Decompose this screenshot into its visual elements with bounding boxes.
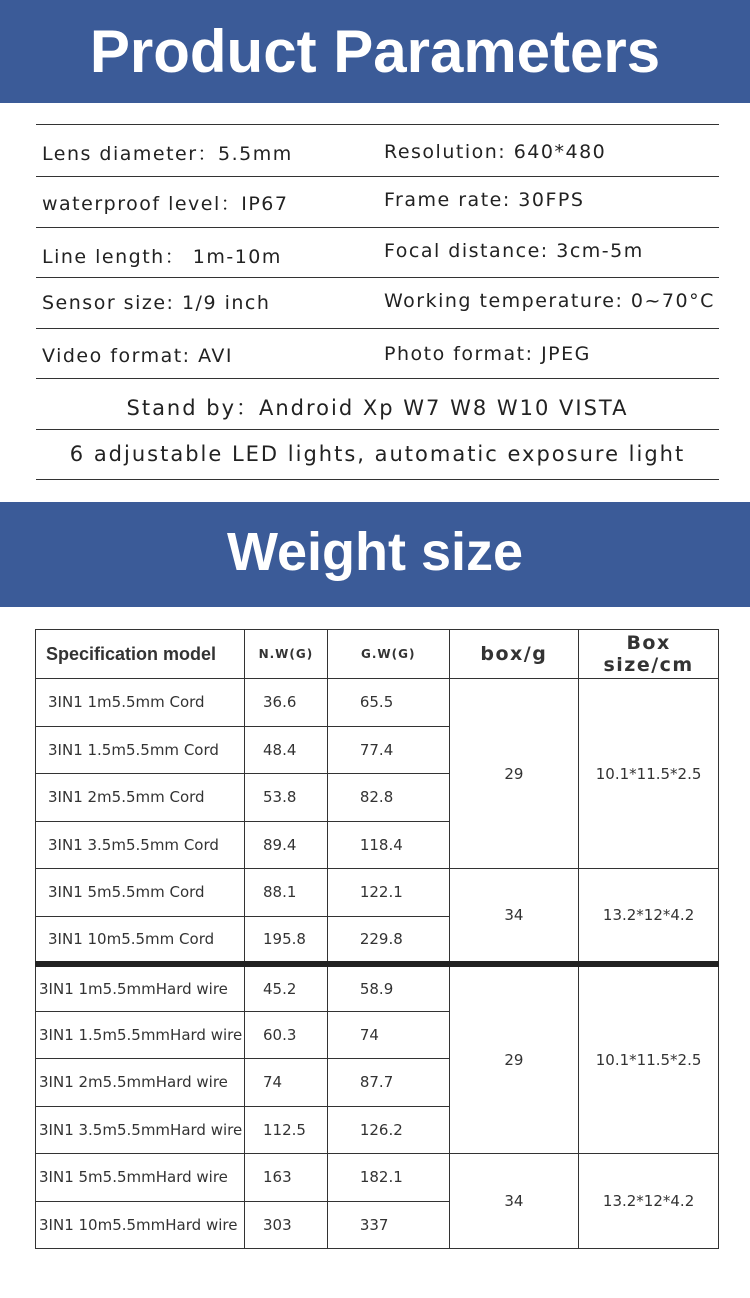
- box-weight-cell: 29: [449, 679, 579, 869]
- header-spec-model: Specification model: [36, 630, 245, 679]
- photo-format: Photo format: JPEG: [384, 343, 591, 365]
- sensor-size: Sensor size: 1/9 inch: [42, 292, 271, 314]
- model-cell: 3IN1 1m5.5mmHard wire: [36, 964, 245, 1012]
- header-gross-weight: G.W(G): [327, 630, 449, 679]
- gross-weight-cell: 58.9: [327, 964, 449, 1012]
- net-weight-cell: 89.4: [244, 821, 327, 869]
- gross-weight-cell: 65.5: [327, 679, 449, 727]
- model-cell: 3IN1 1.5m5.5mmHard wire: [36, 1011, 245, 1059]
- parameter-row: [36, 328, 719, 378]
- model-cell: 3IN1 5m5.5mm Cord: [36, 869, 245, 917]
- model-cell: 3IN1 10m5.5mm Cord: [36, 916, 245, 964]
- resolution: Resolution: 640*480: [384, 141, 607, 163]
- gross-weight-cell: 182.1: [327, 1154, 449, 1202]
- frame-rate: Frame rate: 30FPS: [384, 189, 585, 211]
- model-cell: 3IN1 1m5.5mm Cord: [36, 679, 245, 727]
- header-net-weight: N.W(G): [244, 630, 327, 679]
- working-temperature: Working temperature: 0~70°C: [384, 290, 715, 312]
- table-row: [36, 679, 719, 727]
- box-weight-cell: 29: [449, 964, 579, 1154]
- waterproof-level: waterproof level：IP67: [42, 193, 289, 215]
- weight-size-table: [35, 629, 719, 1249]
- gross-weight-cell: 126.2: [327, 1106, 449, 1154]
- box-weight-cell: 34: [449, 1154, 579, 1249]
- gross-weight-cell: 87.7: [327, 1059, 449, 1107]
- model-cell: 3IN1 5m5.5mmHard wire: [36, 1154, 245, 1202]
- focal-distance: Focal distance: 3cm-5m: [384, 240, 644, 262]
- net-weight-cell: 53.8: [244, 774, 327, 822]
- box-size-cell: 13.2*12*4.2: [579, 869, 719, 964]
- net-weight-cell: 45.2: [244, 964, 327, 1012]
- video-format: Video format: AVI: [42, 345, 233, 367]
- box-weight-cell: 34: [449, 869, 579, 964]
- model-cell: 3IN1 2m5.5mmHard wire: [36, 1059, 245, 1107]
- weight-size-title: Weight size: [226, 522, 524, 582]
- box-size-cell: 13.2*12*4.2: [579, 1154, 719, 1249]
- parameter-row: [36, 429, 719, 480]
- table-row: [36, 1154, 719, 1202]
- gross-weight-cell: 229.8: [327, 916, 449, 964]
- table-row: [36, 869, 719, 917]
- model-cell: 3IN1 3.5m5.5mmHard wire: [36, 1106, 245, 1154]
- gross-weight-cell: 337: [327, 1201, 449, 1249]
- lens-diameter: Lens diameter：5.5mm: [42, 143, 293, 165]
- model-cell: 3IN1 3.5m5.5mm Cord: [36, 821, 245, 869]
- net-weight-cell: 303: [244, 1201, 327, 1249]
- header-box-size: Box size/cm: [579, 630, 719, 679]
- parameter-row: [36, 124, 719, 176]
- parameter-row: [36, 277, 719, 328]
- table-header-row: [36, 630, 719, 679]
- gross-weight-cell: 74: [327, 1011, 449, 1059]
- net-weight-cell: 163: [244, 1154, 327, 1202]
- header-box-weight: box/g: [449, 630, 579, 679]
- parameter-row: [36, 227, 719, 277]
- box-size-cell: 10.1*11.5*2.5: [579, 964, 719, 1154]
- model-cell: 3IN1 10m5.5mmHard wire: [36, 1201, 245, 1249]
- model-cell: 3IN1 2m5.5mm Cord: [36, 774, 245, 822]
- net-weight-cell: 195.8: [244, 916, 327, 964]
- net-weight-cell: 74: [244, 1059, 327, 1107]
- stand-by: Stand by：Android Xp W7 W8 W10 VISTA: [126, 396, 629, 420]
- gross-weight-cell: 118.4: [327, 821, 449, 869]
- led-note: 6 adjustable LED lights, automatic exposure light: [69, 442, 686, 466]
- net-weight-cell: 88.1: [244, 869, 327, 917]
- box-size-cell: 10.1*11.5*2.5: [579, 679, 719, 869]
- gross-weight-cell: 77.4: [327, 726, 449, 774]
- model-cell: 3IN1 1.5m5.5mm Cord: [36, 726, 245, 774]
- net-weight-cell: 36.6: [244, 679, 327, 727]
- product-parameters-banner: [0, 0, 750, 103]
- line-length: Line length： 1m-10m: [42, 246, 282, 268]
- gross-weight-cell: 82.8: [327, 774, 449, 822]
- weight-size-banner: [0, 502, 750, 607]
- gross-weight-cell: 122.1: [327, 869, 449, 917]
- parameter-row: [36, 176, 719, 227]
- parameters-table: [36, 124, 719, 480]
- net-weight-cell: 112.5: [244, 1106, 327, 1154]
- table-row: [36, 964, 719, 1012]
- net-weight-cell: 48.4: [244, 726, 327, 774]
- net-weight-cell: 60.3: [244, 1011, 327, 1059]
- parameter-row: [36, 378, 719, 429]
- product-parameters-title: Product Parameters: [89, 18, 661, 85]
